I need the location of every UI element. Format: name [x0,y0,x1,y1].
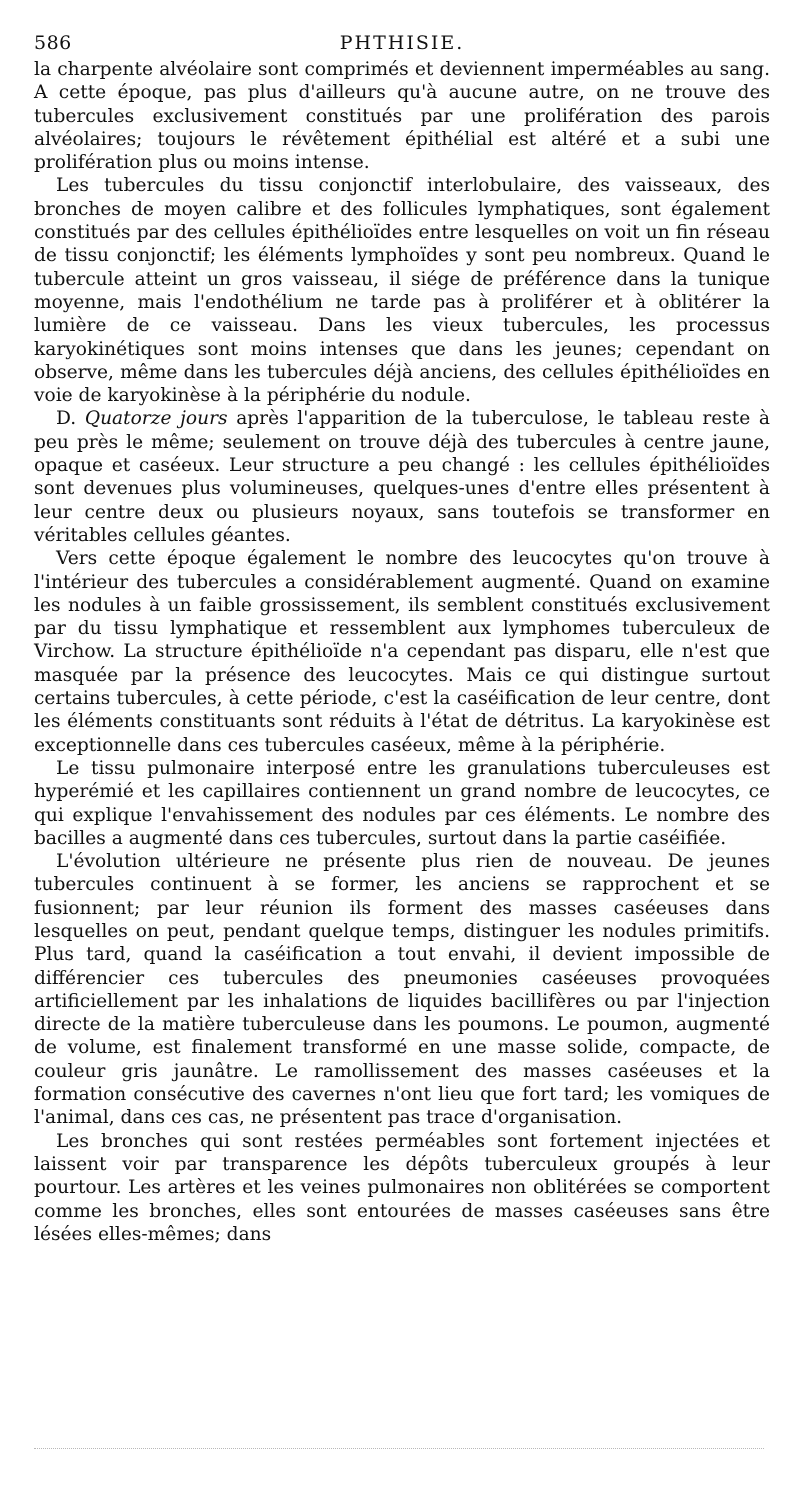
page-header [34,28,770,58]
paragraph-fourteen-days [34,407,770,547]
section-heading-italic: Quatorze jours [84,408,228,430]
page-number: 586 [34,32,72,54]
running-title: PHTHISIE. [339,32,465,54]
paragraph-later-evolution: L'évolution ultérieure ne présente plus rien de nouveau. De jeunes tubercules continuent à se former, les anciens se rapprochent et se fusionnent; par leur réunion ils forment des masses caséeuses dans lesquelles on peut, pendant quelque temps, distinguer les nodules primitifs. Plus tard, quand la caséification a tout envahi, il devient impossible de différencier ces tubercules des pneumonies caséeuses provoquées artificiellement par les inhalations de liquides bacillifères ou par l'injection directe de la matière tuberculeuse dans les poumons. Le poumon, augmenté de volume, est finalement transformé en une masse solide, compacte, de couleur gris jaunâtre. Le ramollissement des masses caséeuses et la formation consécutive des cavernes n'ont lieu que fort tard; les vomiques de l'animal, dans ces cas, ne présentent pas trace d'organisation. [34,851,770,1129]
footer-rule [34,1448,764,1449]
document-page [34,28,770,1246]
paragraph-text: après l'apparition de la tuberculose, le tableau reste à peu près le même; seulement on trouve déjà des tubercules à centre jaune, opaque et caséeux. Leur structure a peu changé : les cellules épithélioïdes sont devenues plus volumineuses, quelques-unes d'entre elles présentent à leur centre deux ou plusieurs noyaux, sans toutefois se transformer en véritables cellules géantes. [34,408,771,546]
paragraph-bronchi: Les bronches qui sont restées perméables sont fortement injectées et laissent voir par transparence les dépôts tuberculeux groupés à leur pourtour. Les artères et les veines pulmonaires non oblitérées se comportent comme les bronches, elles sont entourées de masses caséeuses sans être lésées elles-mêmes; dans [34,1130,770,1245]
paragraph-interlobular-tubercles: Les tubercules du tissu conjonctif interlobulaire, des vaisseaux, des bronches de moyen calibre et des follicules lymphatiques, sont également constitués par des cellules épithélioïdes entre lesquelles on voit un fin réseau de tissu conjonctif; les éléments lymphoïdes y sont peu nombreux. Quand le tubercule atteint un gros vaisseau, il siége de préférence dans la tunique moyenne, mais l'endothélium ne tarde pas à proliférer et à oblitérer la lumière de ce vaisseau. Dans les vieux tubercules, les processus karyokinétiques sont moins intenses que dans les jeunes; cependant on observe, même dans les tubercules déjà anciens, des cellules épithélioïdes en voie de karyokinèse à la périphérie du nodule. [34,175,770,407]
paragraph-leucocytes: Vers cette époque également le nombre des leucocytes qu'on trouve à l'intérieur des tubercules a considérablement augmenté. Quand on examine les nodules à un faible grossissement, ils semblent constitués exclusivement par du tissu lymphatique et ressemblent aux lymphomes tuberculeux de Virchow. La structure épithélioïde n'a cependant pas disparu, elle n'est que masquée par la présence des leucocytes. Mais ce qui distingue surtout certains tubercules, à cette période, c'est la caséification de leur centre, dont les éléments constituants sont réduits à l'état de détritus. La karyokinèse est exceptionnelle dans ces tubercules caséeux, même à la périphérie. [34,548,770,756]
body-text [34,58,770,1246]
paragraph-continuation: la charpente alvéolaire sont comprimés et deviennent imperméables au sang. A cette époque, pas plus d'ailleurs qu'à aucune autre, on ne trouve des tubercules exclusivement constitués par une prolifération des parois alvéolaires; toujours le révêtement épithélial est altéré et a subi une prolifération plus ou moins intense. [34,59,770,174]
section-letter: D. [56,408,85,430]
paragraph-pulmonary-tissue: Le tissu pulmonaire interposé entre les granulations tuberculeuses est hyperémié et les capillaires contiennent un grand nombre de leucocytes, ce qui explique l'envahissement des nodules par ces éléments. Le nombre des bacilles a augmenté dans ces tubercules, surtout dans la partie caséifiée. [34,757,770,849]
